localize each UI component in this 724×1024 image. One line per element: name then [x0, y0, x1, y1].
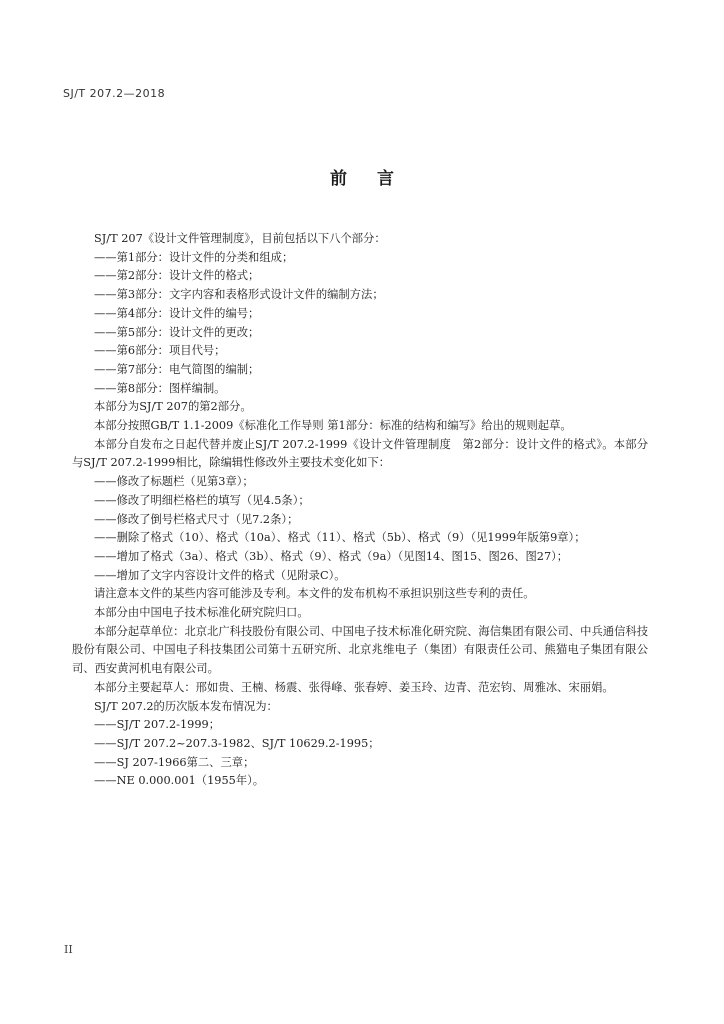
list-item: ——第1部分：设计文件的分类和组成；: [94, 250, 294, 264]
page-number: II: [64, 943, 73, 956]
list-item: ——增加了文字内容设计文件的格式（见附录C）。: [94, 568, 346, 582]
list-item: ——第6部分：项目代号；: [94, 344, 226, 358]
list-item: ——第7部分：电气简图的编制；: [94, 362, 260, 376]
list-item: ——修改了标题栏（见第3章）；: [94, 475, 254, 489]
list-item: ——删除了格式（10）、格式（10a）、格式（11）、格式（5b）、格式（9）（见1999年版第9章）；: [94, 531, 586, 545]
list-item: ——SJ/T 207.2-1999；: [94, 718, 220, 732]
list-item: ——第2部分：设计文件的格式；: [94, 269, 260, 283]
list-item: ——SJ/T 207.2~207.3-1982、SJ/T 10629.2-1995；: [94, 736, 380, 750]
paragraph: 本部分起草单位：北京北广科技股份有限公司、中国电子技术标准化研究院、海信集团有限公司、中兵通信科技股份有限公司、中国电子科技集团公司第十五研究所、北京兆维电子（集团）有限责任公司、熊猫电子集团有限公司、西安黄河机电有限公司。: [72, 624, 648, 676]
paragraph: 本部分由中国电子技术标准化研究院归口。: [94, 606, 309, 620]
foreword-body: [72, 230, 648, 791]
standard-code: SJ/T 207.2—2018: [63, 87, 166, 100]
paragraph: 本部分自发布之日起代替并废止SJ/T 207.2-1999《设计文件管理制度 第2部分：设计文件的格式》。本部分与SJ/T 207.2-1999相比，除编辑性修改外主要技术变化如下：: [72, 437, 648, 470]
paragraph: 本部分按照GB/T 1.1-2009《标准化工作导则 第1部分：标准的结构和编写》给出的规则起草。: [94, 419, 572, 433]
paragraph: 本部分为SJ/T 207的第2部分。: [94, 400, 252, 414]
list-item: ——增加了格式（3a）、格式（3b）、格式（9）、格式（9a）（见图14、图15、图26、图27）；: [94, 549, 569, 563]
list-item: ——第3部分：文字内容和表格形式设计文件的编制方法；: [94, 288, 384, 302]
paragraph: 请注意本文件的某些内容可能涉及专利。本文件的发布机构不承担识别这些专利的责任。: [94, 587, 535, 601]
list-item: ——第4部分：设计文件的编号；: [94, 306, 260, 320]
paragraph: SJ/T 207.2的历次版本发布情况为：: [94, 699, 278, 713]
list-item: ——SJ 207-1966第二、三章；: [94, 755, 255, 769]
list-item: ——第8部分：图样编制。: [94, 381, 226, 395]
list-item: ——第5部分：设计文件的更改；: [94, 325, 260, 339]
paragraph: 本部分主要起草人：邢如贵、王楠、杨震、张得峰、张春婷、姜玉玲、边青、范宏钧、周雅冰、宋丽娟。: [94, 680, 614, 694]
list-item: ——修改了明细栏格栏的填写（见4.5条）；: [94, 493, 310, 507]
page-title: 前 言: [330, 169, 406, 189]
list-item: ——修改了倒号栏格式尺寸（见7.2条）；: [94, 512, 299, 526]
list-item: ——NE 0.000.001（1955年）。: [94, 774, 265, 788]
paragraph: SJ/T 207《设计文件管理制度》，目前包括以下八个部分：: [94, 232, 386, 245]
